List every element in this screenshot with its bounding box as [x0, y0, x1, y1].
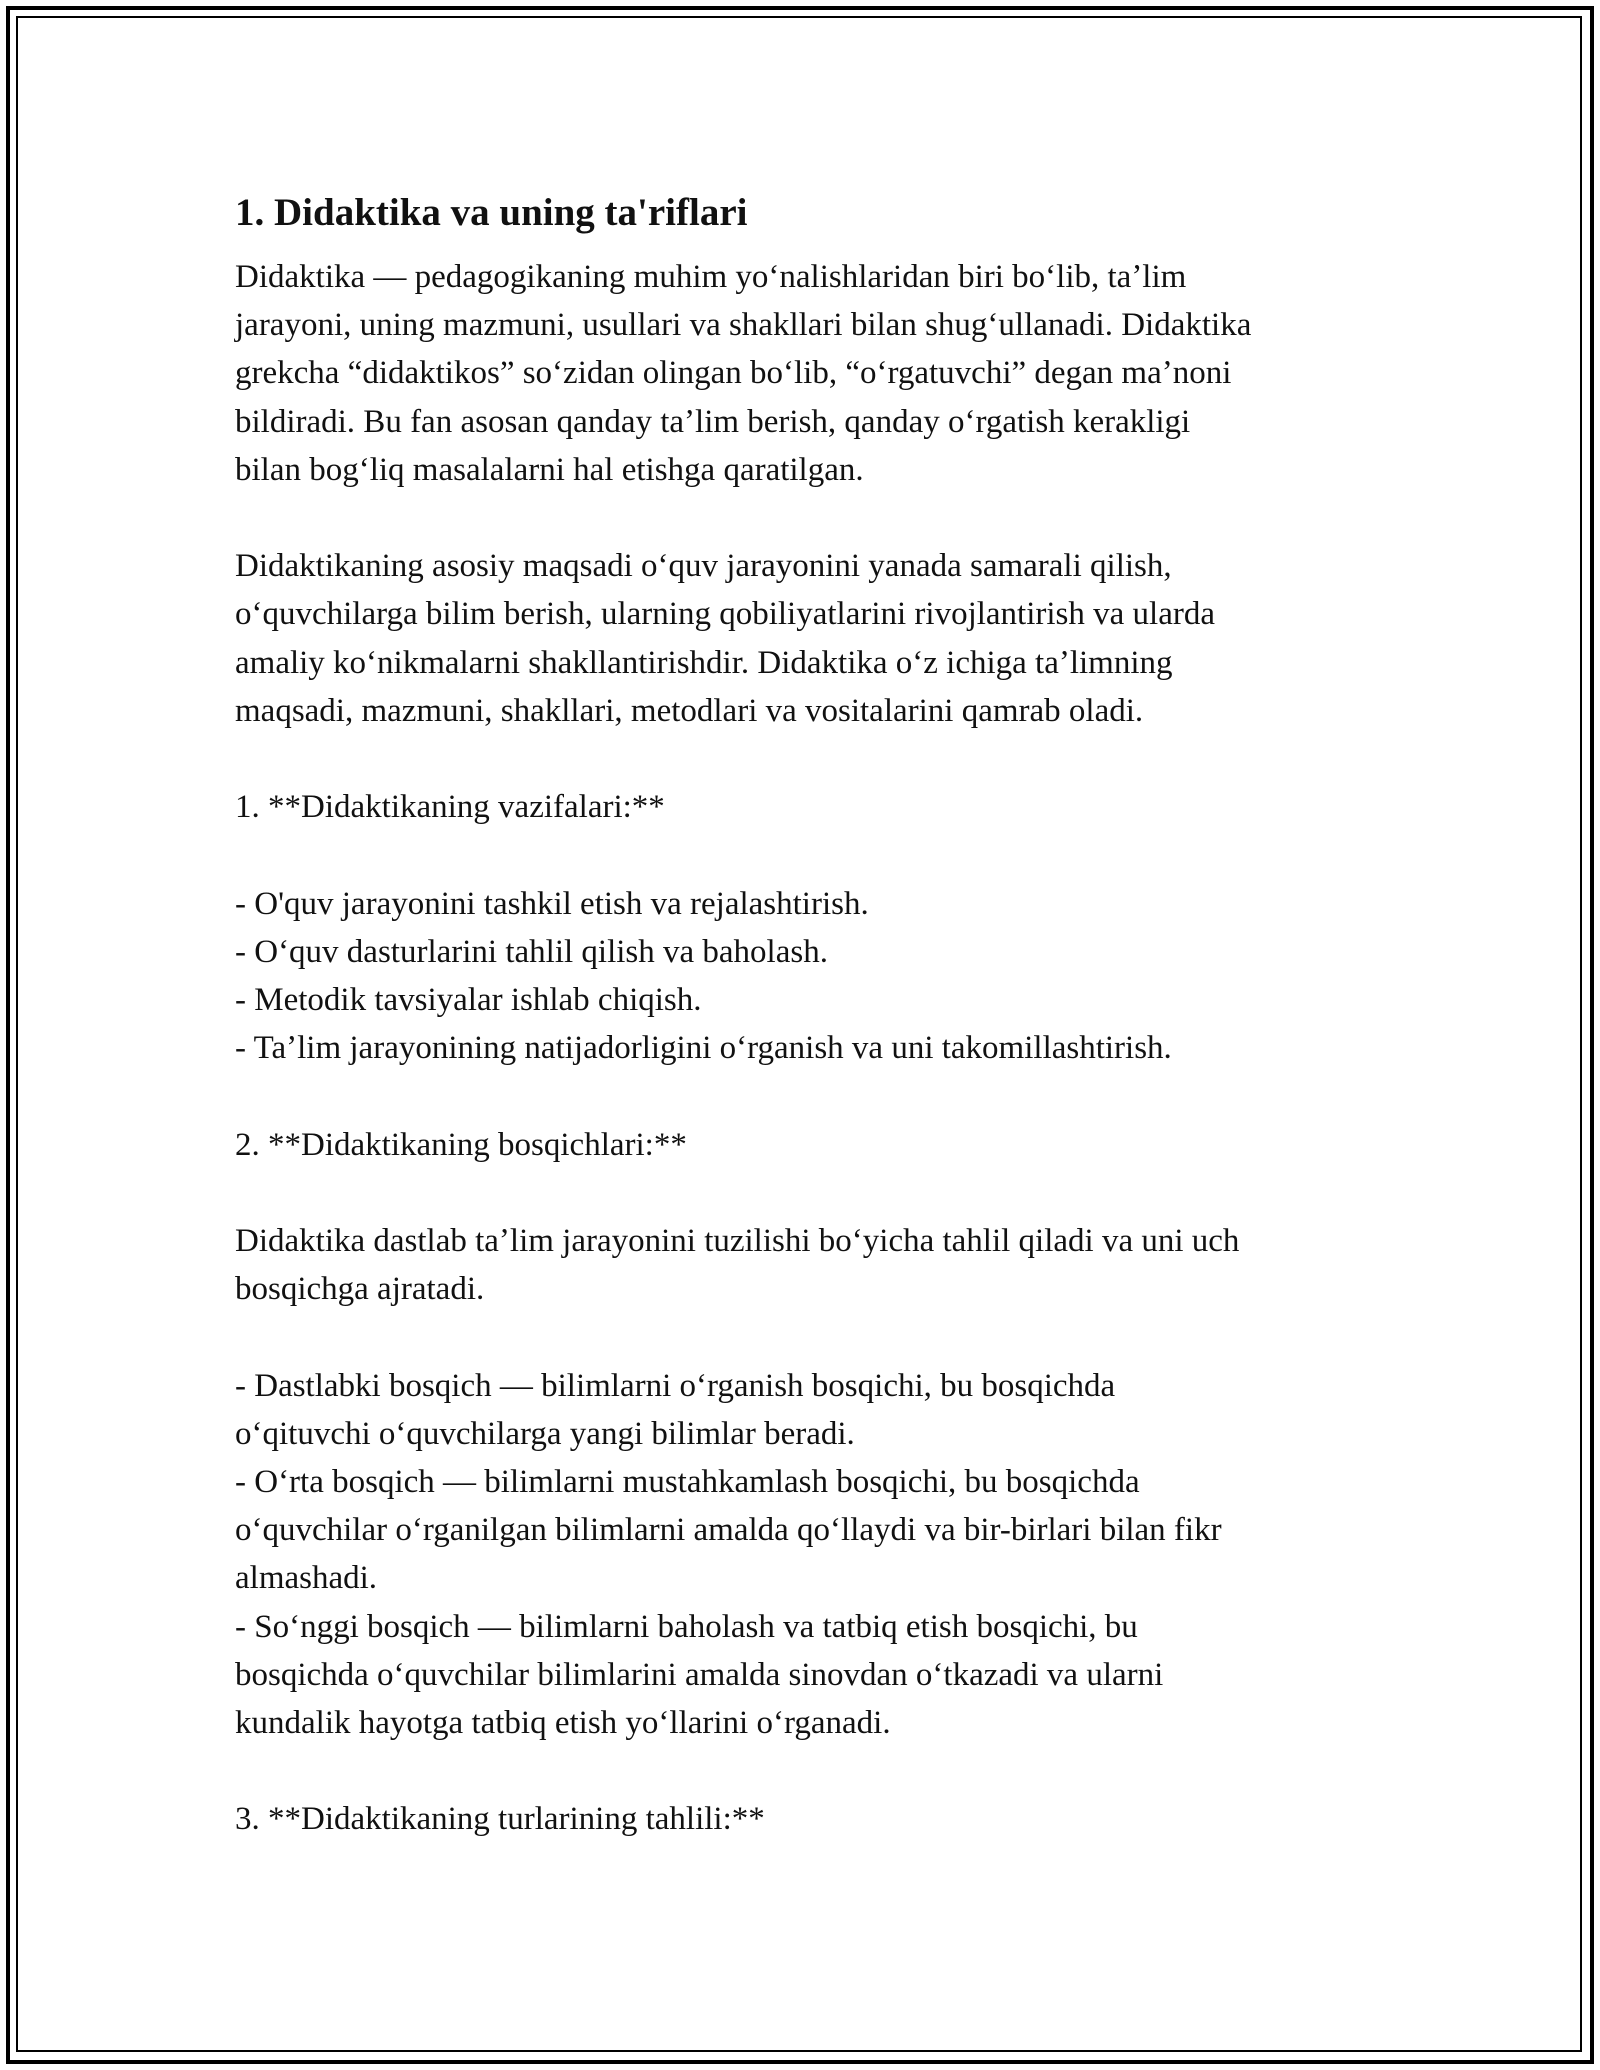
paragraph-gap	[235, 831, 1385, 879]
text-line: - Oʻquv dasturlarini tahlil qilish va baholash.	[235, 933, 828, 970]
paragraph-container	[235, 253, 1385, 1844]
paragraph	[235, 253, 1385, 494]
text-line: oʻquvchilar oʻrganilgan bilimlarni amalda qoʻllaydi va bir-birlari bilan fikr	[235, 1512, 1222, 1549]
document-body	[235, 185, 1385, 1844]
text-line: 1. **Didaktikaning vazifalari:**	[235, 789, 665, 826]
text-line: - Oʻrta bosqich — bilimlarni mustahkamlash bosqichi, bu bosqichda	[235, 1463, 1140, 1500]
text-line: grekcha “didaktikos” soʻzidan olingan boʻlib, “oʻrgatuvchi” degan maʼnoni	[235, 355, 1232, 392]
text-line: oʻquvchilarga bilim berish, ularning qobiliyatlarini rivojlantirish va ularda	[235, 596, 1215, 633]
paragraph	[235, 783, 1385, 831]
text-line: 2. **Didaktikaning bosqichlari:**	[235, 1126, 687, 1163]
text-line: - Soʻnggi bosqich — bilimlarni baholash va tatbiq etish bosqichi, bu	[235, 1608, 1138, 1645]
text-line: bosqichda oʻquvchilar bilimlarini amalda sinovdan oʻtkazadi va ularni	[235, 1656, 1164, 1693]
text-line: oʻqituvchi oʻquvchilarga yangi bilimlar beradi.	[235, 1415, 855, 1452]
text-line: Didaktika — pedagogikaning muhim yoʻnalishlaridan biri boʻlib, taʼlim	[235, 259, 1187, 295]
text-line: 3. **Didaktikaning turlarining tahlili:**	[235, 1801, 765, 1838]
paragraph	[235, 1217, 1385, 1313]
paragraph-gap	[235, 1747, 1385, 1795]
paragraph-gap	[235, 1169, 1385, 1217]
text-line: jarayoni, uning mazmuni, usullari va shakllari bilan shugʻullanadi. Didaktika	[235, 307, 1252, 344]
section-heading: 1. Didaktika va uning ta'riflari	[235, 191, 748, 234]
text-line: bosqichga ajratadi.	[235, 1271, 485, 1308]
text-line: maqsadi, mazmuni, shakllari, metodlari va vositalarini qamrab oladi.	[235, 692, 1144, 729]
paragraph	[235, 542, 1385, 735]
paragraph-gap	[235, 1313, 1385, 1361]
text-line: kundalik hayotga tatbiq etish yoʻllarini oʻrganadi.	[235, 1705, 891, 1741]
text-line: amaliy koʻnikmalarni shakllantirishdir. Didaktika oʻz ichiga taʼlimning	[235, 644, 1173, 681]
text-line: bildiradi. Bu fan asosan qanday taʼlim berish, qanday oʻrgatish kerakligi	[235, 403, 1191, 440]
text-line: Didaktikaning asosiy maqsadi oʻquv jarayonini yanada samarali qilish,	[235, 548, 1172, 585]
paragraph-gap	[235, 494, 1385, 542]
paragraph-gap	[235, 1072, 1385, 1120]
text-line: - Taʼlim jarayonining natijadorligini oʻrganish va uni takomillashtirish.	[235, 1030, 1172, 1067]
paragraph-gap	[235, 735, 1385, 783]
text-line: - O'quv jarayonini tashkil etish va rejalashtirish.	[235, 885, 869, 922]
paragraph	[235, 1121, 1385, 1169]
text-line: Didaktika dastlab taʼlim jarayonini tuzilishi boʻyicha tahlil qiladi va uni uch	[235, 1222, 1240, 1259]
text-line: almashadi.	[235, 1560, 378, 1597]
text-line: - Dastlabki bosqich — bilimlarni oʻrganish bosqichi, bu bosqichda	[235, 1367, 1116, 1404]
paragraph	[235, 1362, 1385, 1748]
paragraph	[235, 1795, 1385, 1843]
paragraph	[235, 880, 1385, 1073]
text-line: - Metodik tavsiyalar ishlab chiqish.	[235, 982, 702, 1018]
text-line: bilan bogʻliq masalalarni hal etishga qaratilgan.	[235, 451, 864, 488]
